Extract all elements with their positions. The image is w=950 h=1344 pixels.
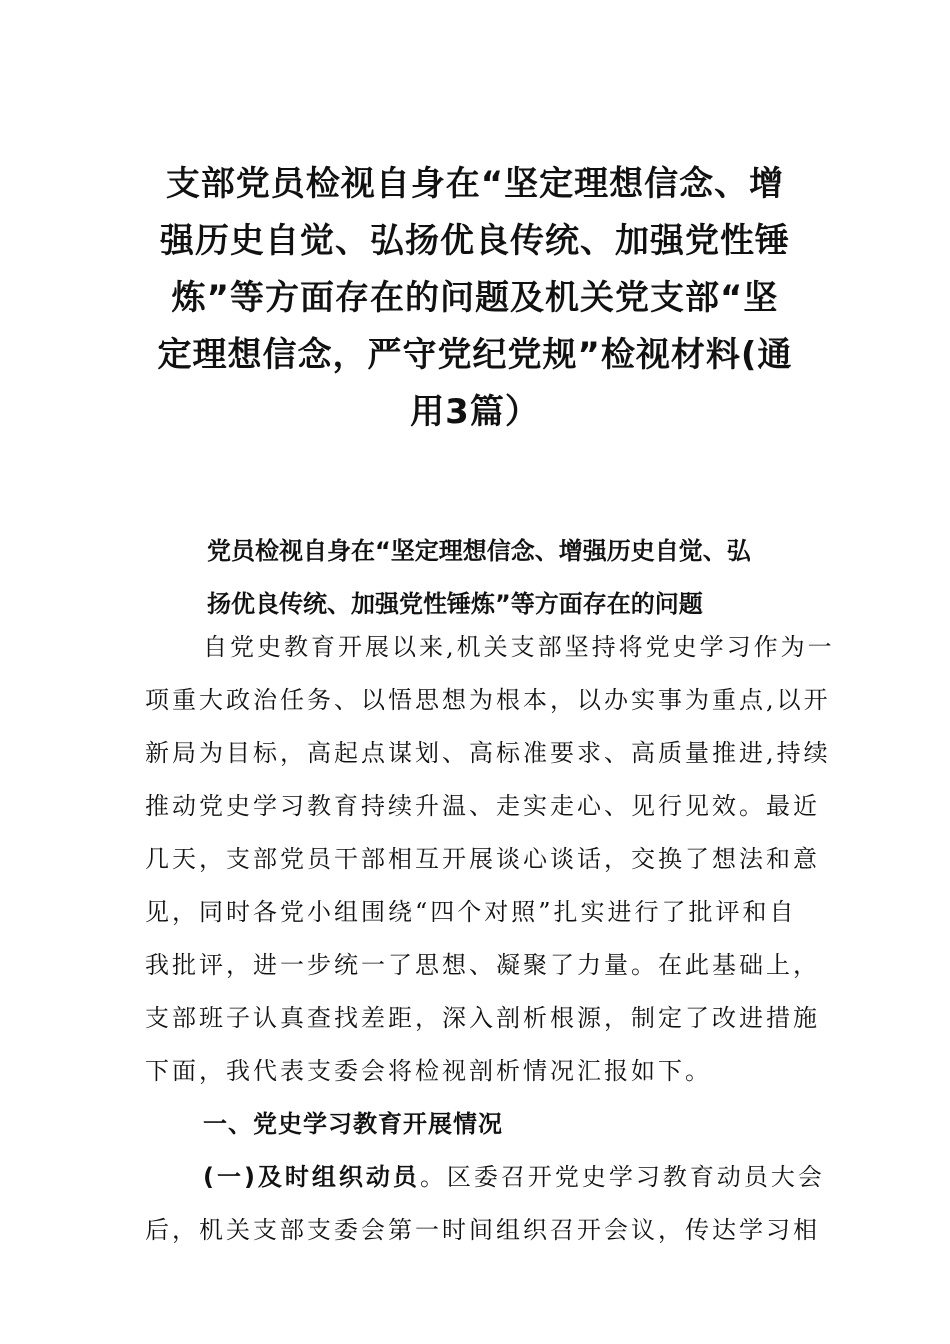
paragraph-line: 新局为目标，高起点谋划、高标准要求、高质量推进,持续 <box>145 739 831 767</box>
paragraph-line: 支部班子认真查找差距，深入剖析根源，制定了改进措施 <box>145 1004 820 1032</box>
paragraph-line: 下面，我代表支委会将检视剖析情况汇报如下。 <box>145 1057 712 1085</box>
item-1-line <box>145 1162 868 1192</box>
heading-1: 一、党史学习教育开展情况 <box>203 1110 503 1138</box>
paragraph-line: 项重大政治任务、以悟思想为根本，以办实事为重点,以开 <box>145 686 831 714</box>
title-line: 炼”等方面存在的问题及机关党支部“坚 <box>171 278 779 318</box>
paragraph-line: 我批评，进一步统一了思想、凝聚了力量。在此基础上， <box>145 951 820 979</box>
section-heading-line: 扬优良传统、加强党性锤炼”等方面存在的问题 <box>207 590 703 618</box>
title-line: 用3篇） <box>410 392 540 432</box>
document-title <box>140 156 810 441</box>
paragraph-line: 推动党史学习教育持续升温、走实走心、见行见效。最近 <box>145 792 820 820</box>
title-line: 支部党员检视自身在“坚定理想信念、增 <box>165 164 785 204</box>
section-heading-line: 党员检视自身在“坚定理想信念、增强历史自觉、弘 <box>207 537 751 565</box>
title-line: 定理想信念，严守党纪党规”检视材料(通 <box>157 335 793 375</box>
item-1-continuation: 后，机关支部支委会第一时间组织召开会议，传达学习相 <box>145 1216 820 1244</box>
title-line: 强历史自觉、弘扬优良传统、加强党性锤 <box>160 221 790 261</box>
paragraph-line: 几天，支部党员干部相互开展谈心谈话，交换了想法和意 <box>145 845 820 873</box>
item-1-text: 。区委召开党史学习教育动员大会 <box>419 1163 825 1191</box>
paragraph-line: 见，同时各党小组围绕“四个对照”扎实进行了批评和自 <box>145 898 797 926</box>
paragraph-line: 自党史教育开展以来,机关支部坚持将党史学习作为一 <box>203 633 835 661</box>
section-heading <box>145 525 810 631</box>
item-1-lead: (一)及时组织动员 <box>203 1163 420 1191</box>
